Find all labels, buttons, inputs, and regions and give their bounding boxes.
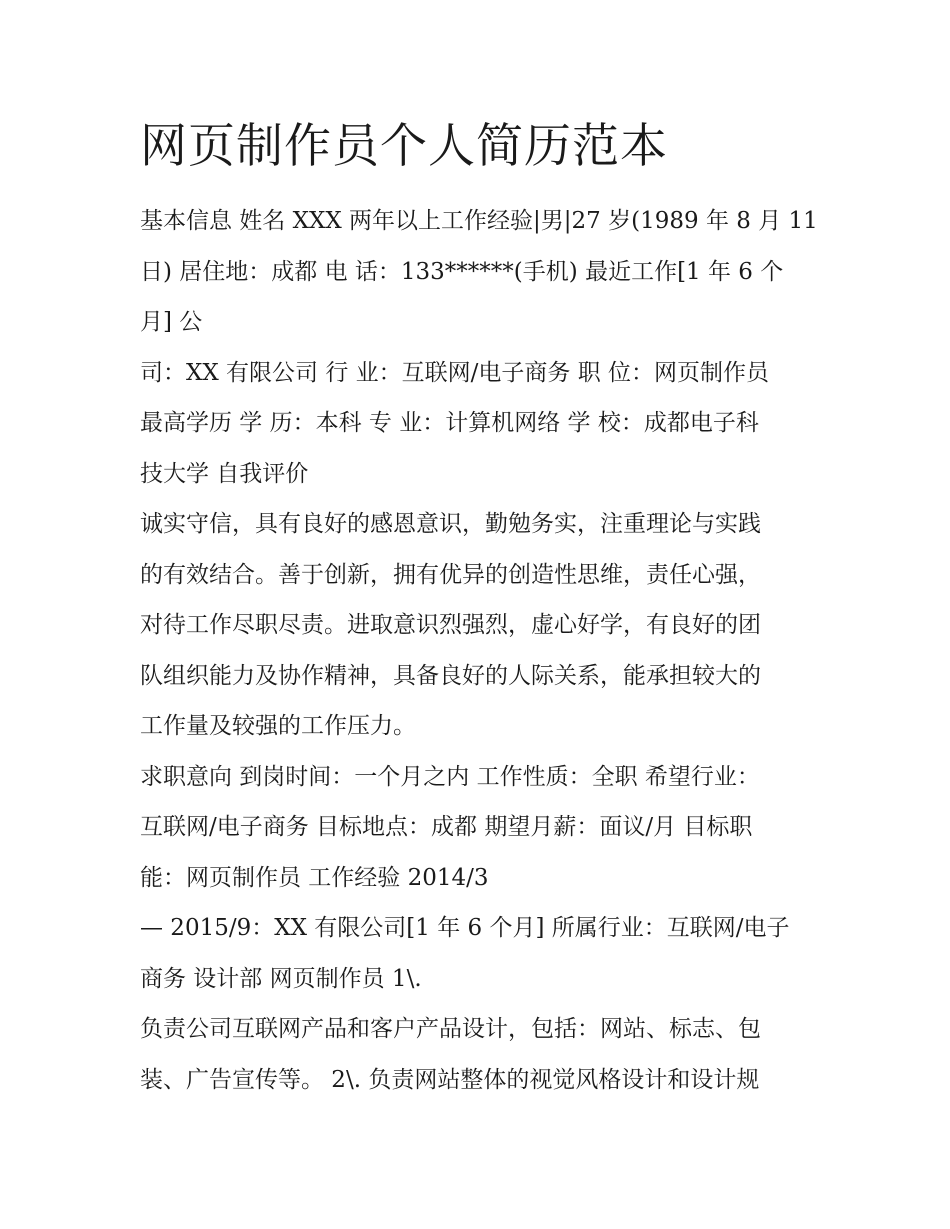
body-line: 对待工作尽职尽责。进取意识烈强烈，虚心好学，有良好的团 <box>140 612 761 638</box>
body-line: 诚实守信，具有良好的感恩意识，勤勉务实，注重理论与实践 <box>140 511 761 537</box>
document-page <box>140 112 820 1105</box>
body-line: 日) 居住地：成都 电 话：133******(手机) 最近工作[1 年 6 个 <box>140 258 784 285</box>
body-line: 司：XX 有限公司 行 业：互联网/电子商务 职 位：网页制作员 <box>140 359 770 386</box>
body-line: 最高学历 学 历：本科 专 业：计算机网络 学 校：成都电子科 <box>140 410 759 436</box>
document-title: 网页制作员个人简历范本 <box>140 119 668 174</box>
body-line: 负责公司互联网产品和客户产品设计，包括：网站、标志、包 <box>140 1016 761 1042</box>
body-line: 的有效结合。善于创新，拥有优异的创造性思维，责任心强， <box>140 561 761 588</box>
body-line: 能：网页制作员 工作经验 2014/3 <box>140 864 489 891</box>
body-line: 基本信息 姓名 XXX 两年以上工作经验|男|27 岁(1989 年 8 月 11 <box>140 208 818 234</box>
body-line: 求职意向 到岗时间：一个月之内 工作性质：全职 希望行业： <box>140 763 760 790</box>
body-line: 队组织能力及协作精神，具备良好的人际关系，能承担较大的 <box>140 662 761 689</box>
document-body <box>140 196 820 1105</box>
body-line: 工作量及较强的工作压力。 <box>140 713 416 739</box>
body-line: 互联网/电子商务 目标地点：成都 期望月薪：面议/月 目标职 <box>140 814 753 840</box>
body-line: 装、广告宣传等。 2\. 负责网站整体的视觉风格设计和设计规 <box>140 1066 760 1093</box>
body-line: — 2015/9：XX 有限公司[1 年 6 个月] 所属行业：互联网/电子 <box>140 915 790 941</box>
body-line: 商务 设计部 网页制作员 1\. <box>140 965 422 992</box>
body-line: 月] 公 <box>140 309 203 335</box>
body-line: 技大学 自我评价 <box>140 460 309 487</box>
